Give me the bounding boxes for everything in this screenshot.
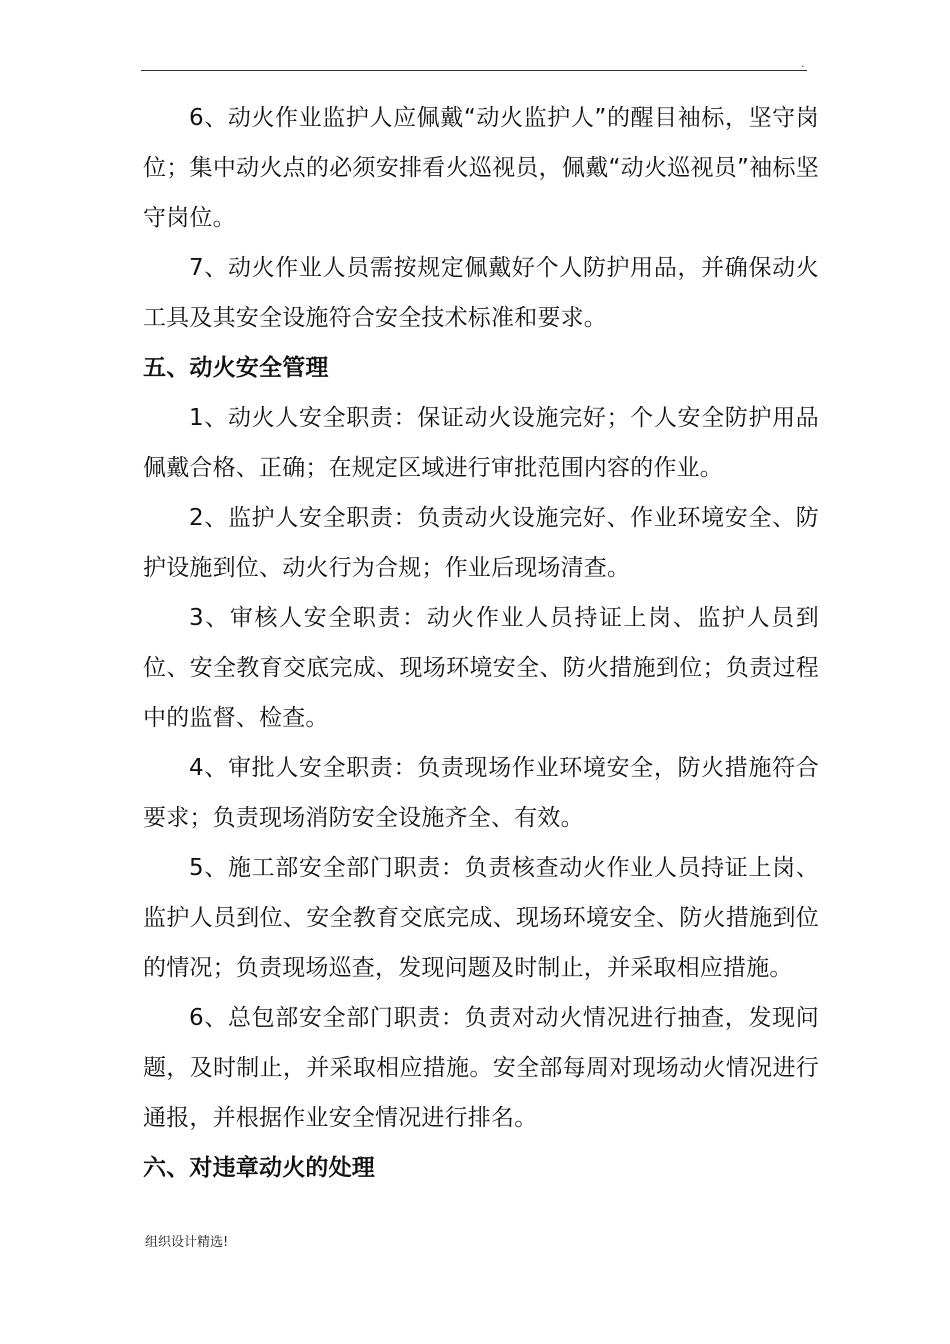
paragraph-7-protective-equipment: 7、动火作业人员需按规定佩戴好个人防护用品，并确保动火工具及其安全设施符合安全技术标准和要求。	[143, 255, 819, 331]
header-rule	[141, 70, 807, 71]
paragraph-approver-duties: 4、审批人安全职责：负责现场作业环境安全，防火措施符合要求；负责现场消防安全设施齐全、有效。	[143, 755, 819, 831]
document-body	[143, 93, 819, 1193]
paragraph-guardian-duties: 2、监护人安全职责：负责动火设施完好、作业环境安全、防护设施到位、动火行为合规；作业后现场清查。	[143, 505, 819, 581]
footer-text: 组织设计精选!	[145, 1235, 229, 1250]
paragraph-construction-dept-duties: 5、施工部安全部门职责：负责核查动火作业人员持证上岗、监护人员到位、安全教育交底完成、现场环境安全、防火措施到位的情况；负责现场巡查，发现问题及时制止，并采取相应措施。	[143, 855, 819, 981]
paragraph-6-monitor-armband: 6、动火作业监护人应佩戴“动火监护人”的醒目袖标，坚守岗位；集中动火点的必须安排看火巡视员，佩戴“动火巡视员”袖标坚守岗位。	[143, 105, 819, 231]
paragraph-reviewer-duties: 3、审核人安全职责：动火作业人员持证上岗、监护人员到位、安全教育交底完成、现场环境安全、防火措施到位；负责过程中的监督、检查。	[143, 605, 819, 731]
paragraph-general-contractor-duties: 6、总包部安全部门职责：负责对动火情况进行抽查，发现问题，及时制止，并采取相应措施。安全部每周对现场动火情况进行通报，并根据作业安全情况进行排名。	[143, 1005, 819, 1131]
section-heading-6: 六、对违章动火的处理	[143, 1155, 375, 1181]
paragraph-hot-worker-duties: 1、动火人安全职责：保证动火设施完好；个人安全防护用品佩戴合格、正确；在规定区域进行审批范围内容的作业。	[143, 405, 819, 481]
header-mark: .	[801, 57, 805, 70]
section-heading-5: 五、动火安全管理	[143, 355, 329, 381]
